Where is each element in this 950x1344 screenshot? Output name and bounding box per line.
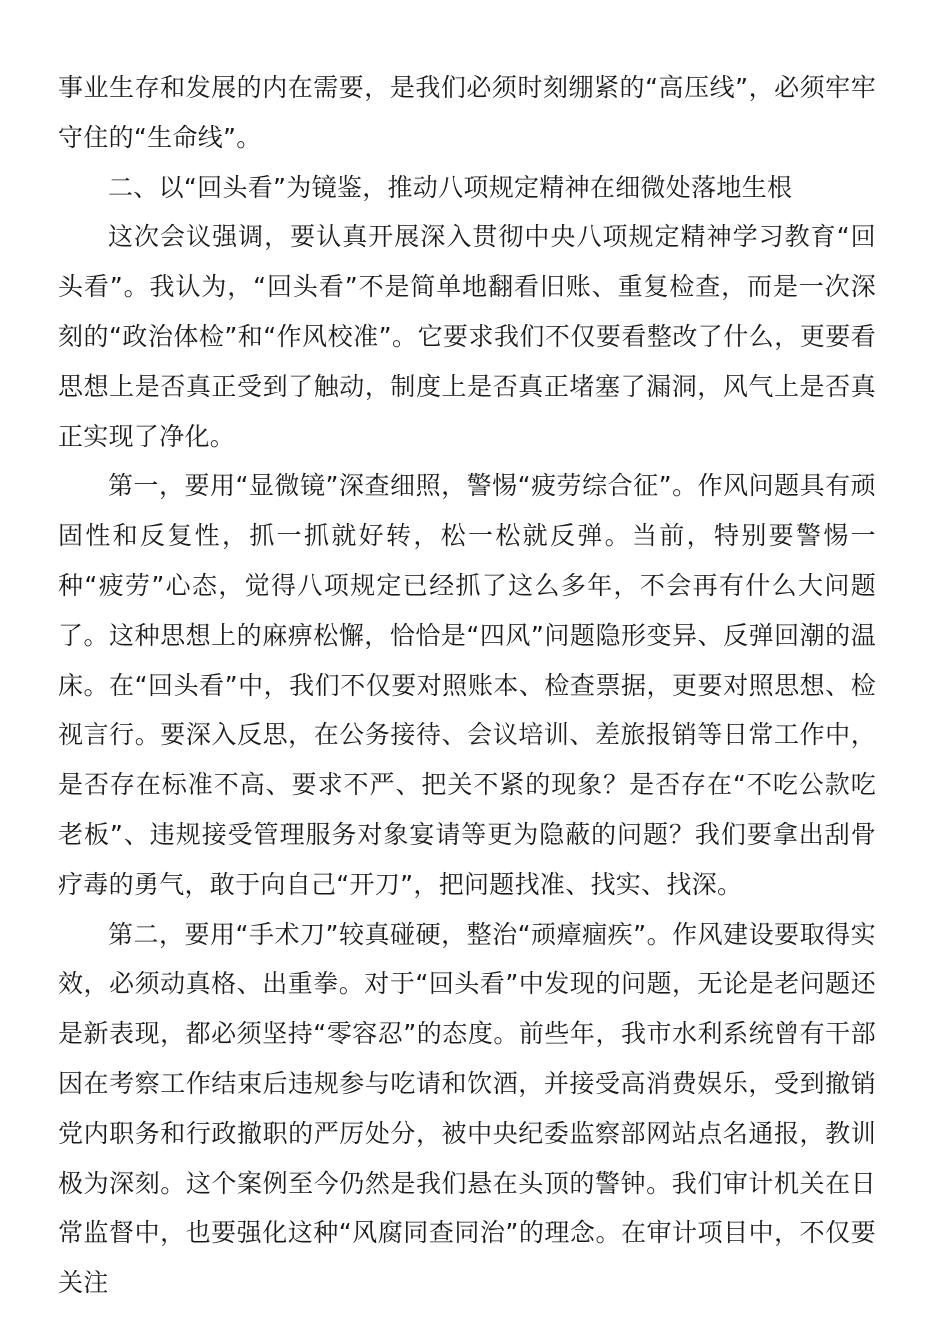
body-paragraph-point-two: 第二，要用“手术刀”较真碰硬，整治“顽瘴痼疾”。作风建设要取得实效，必须动真格、出重拳。对于“回头看”中发现的问题，无论是老问题还是新表现，都必须坚持“零容忍”的态度。前些年，我市水利系统曾有干部因在考察工作结束后违规参与吃请和饮酒，并接受高消费娱乐，受到撤销党内职务和行政撤职的严厉处分，被中央纪委监察部网站点名通报，教训极为深刻。这个案例至今仍然是我们悬在头顶的警钟。我们审计机关在日常监督中，也要强化这种“风腐同查同治”的理念。在审计项目中，不仅要关注 [58, 919, 876, 1298]
body-paragraph-intro: 这次会议强调，要认真开展深入贯彻中央八项规定精神学习教育“回头看”。我认为，“回头看”不是简单地翻看旧账、重复检查，而是一次深刻的“政治体检”和“作风校准”。它要求我们不仅要看整改了什么，更要看思想上是否真正受到了触动，制度上是否真正堵塞了漏洞，风气上是否真正实现了净化。 [58, 222, 876, 451]
document-page [58, 63, 876, 1308]
body-paragraph-continued: 事业生存和发展的内在需要，是我们必须时刻绷紧的“高压线”，必须牢牢守住的“生命线”。 [58, 73, 876, 152]
body-paragraph-point-one: 第一，要用“显微镜”深查细照，警惕“疲劳综合征”。作风问题具有顽固性和反复性，抓一抓就好转，松一松就反弹。当前，特别要警惕一种“疲劳”心态，觉得八项规定已经抓了这么多年，不会再有什么大问题了。这种思想上的麻痹松懈，恰恰是“四风”问题隐形变异、反弹回潮的温床。在“回头看”中，我们不仅要对照账本、检查票据，更要对照思想、检视言行。要深入反思，在公务接待、会议培训、差旅报销等日常工作中，是否存在标准不高、要求不严、把关不紧的现象？是否存在“不吃公款吃老板”、违规接受管理服务对象宴请等更为隐蔽的问题？我们要拿出刮骨疗毒的勇气，敢于向自己“开刀”，把问题找准、找实、找深。 [58, 471, 876, 899]
section-heading: 二、以“回头看”为镜鉴，推动八项规定精神在细微处落地生根 [108, 172, 793, 202]
